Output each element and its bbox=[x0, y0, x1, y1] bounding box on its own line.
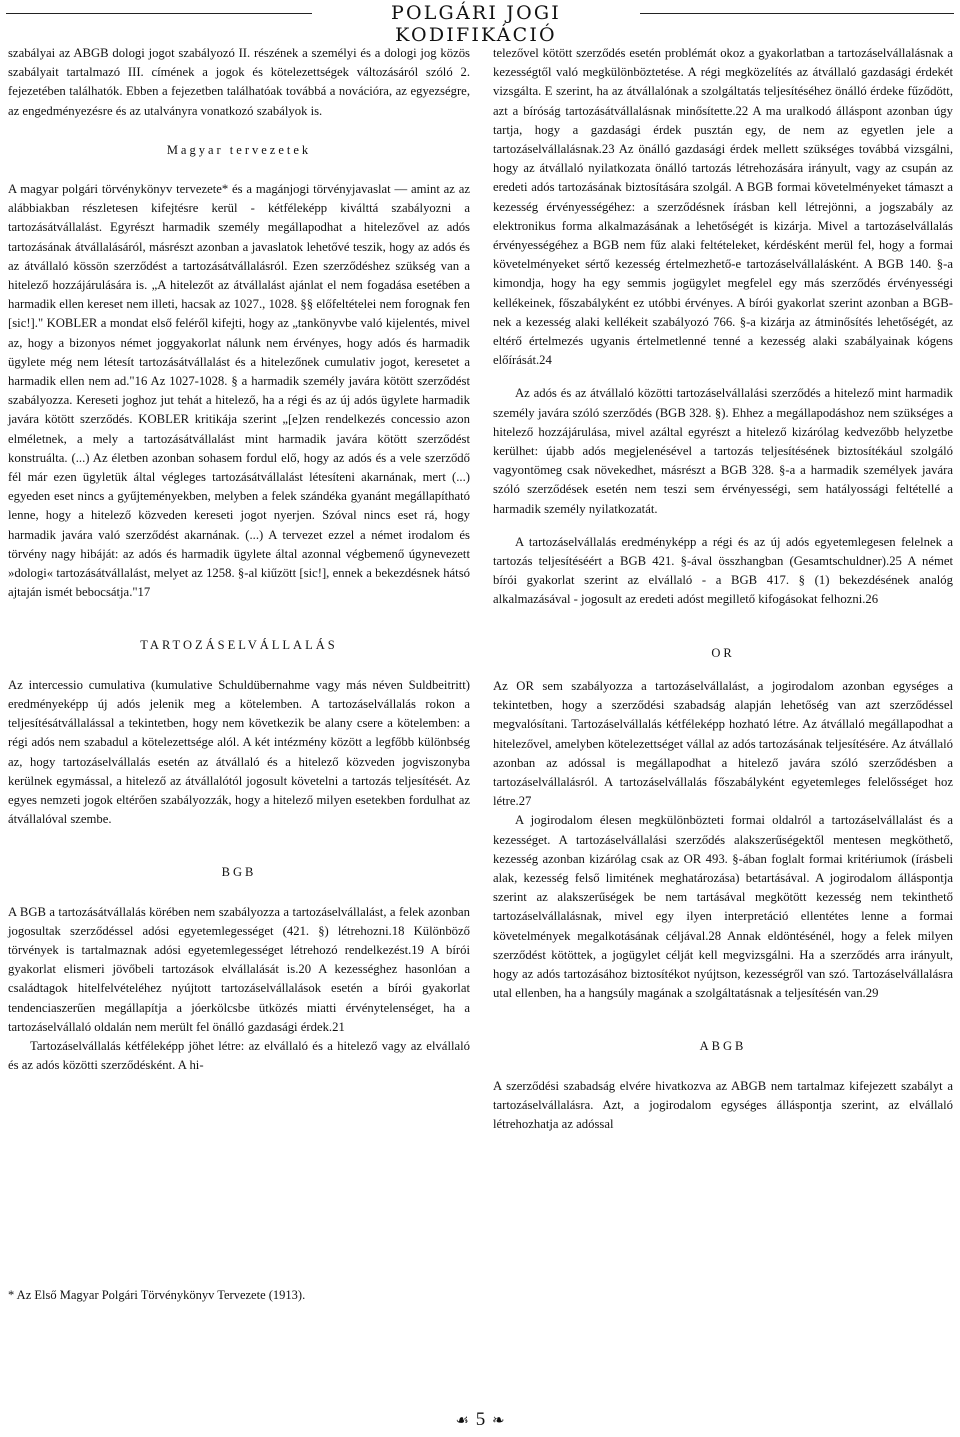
page-number bbox=[0, 1409, 960, 1431]
footnote: * Az Első Magyar Polgári Törvénykönyv Tervezete (1913). bbox=[8, 1288, 306, 1302]
ornament-right-icon: ❧ bbox=[491, 1413, 505, 1429]
section-heading: OR bbox=[711, 645, 735, 660]
paragraph: A tartozáselvállalás eredményképp a régi és az új adós egyetemlegesen felelnek a tartozás teljesítéséért a BGB 421. §-ával összhangban (Gesamtschuldner).25 A német bírói gyakorlat szerint az elvállaló - a BGB 417. § (1) bekezdésének analóg alkalmazásával - jogosult az eredeti adóst megillető kifogásokat felhozni.26 bbox=[493, 534, 953, 607]
section-heading: BGB bbox=[221, 865, 257, 880]
header-rule-right bbox=[640, 13, 954, 14]
paragraph: szabályai az ABGB dologi jogot szabályozó II. részének a személyi és a dologi jog közös szabályait tartalmazó III. címének a jogok és kötelezettségek változásáról szóló 2. fejezetében találhatók. Ebben a fejezetben találhatóak továbbá a novációra, az egyezségre, az engedményezésre és az utalványra vonatkozó szabályok is. bbox=[8, 46, 470, 118]
running-header bbox=[0, 2, 960, 46]
paragraph: Az adós és az átvállaló közötti tartozáselvállalási szerződés a hitelező mint harmadik személy javára szóló szerződés (BGB 328. §). Ehhez a megállapodáshoz nem szükséges a hitelező hozzájárulása, mivel azáltal egyrészt a hitelező kizárólag kedvezőbb helyzetbe kerülhet: újabb adós megjelenésével a tartozás teljesítésének biztosítékául szolgáló vagyontömeg csak növekedhet, másrészt a BGB 328. §-a a harmadik személyek javára szóló szerződések esetén nem teszi sem érvényességi, sem hatályossági feltétellé a harmadik személy nyilatkozatát. bbox=[493, 386, 953, 516]
right-column bbox=[493, 44, 953, 1134]
section-heading: Magyar tervezetek bbox=[166, 142, 312, 157]
paragraph: telezővel kötött szerződés esetén problémát okoz a gyakorlatban a tartozáselvállalásnak a kezességtől való megkülönböztetése. A régi megközelítés az átvállaló gazdasági érdekét vizsgálta. E szerint, ha az átvállalónak a szolgáltatás teljesítéséhez önálló érdeke fűződött, azt a bíróság tartozásátvállalásnak minősítette.22 A ma uralkodó álláspont azonban úgy tartja, hogy a gazdasági érdek pusztán egy, de nem az egyetlen jele a tartozáselvállalásnak.23 Az önálló gazdasági érdek mellett szükséges továbbá vizsgálni, hogy az átvállaló nyilatkozata önálló tartozás létrehozására irányult, vagy az csupán az eredeti adós tartozásának biztosítására szolgál. A BGB formai követelményeket támaszt a kezesség érvényességéhez: a szerződésnek írásban kell létrejönni, a jogszabály az elektronikus forma alkalmazásának a lehetőségét is kizárja. Mivel a tartozáselvállalás érvényességéhez a BGB nem fűz alaki feltételeket, kérdésként merül fel, hogy a formai követelményeket sértő kezesség értelmezhető-e tartozáselvállalásként. A BGB 140. §-a kimondja, hogy ha egy semmis jogügylet megfelel egy más szerződés érvényességi kellékeinek, főszabályként ez utóbbi érvényes. A bírói gyakorlat szerint azonban a BGB-nek a kezesség alaki kellékeit szabályozó 766. §-a kizárja az átminősítés lehetőségét, az eltérő értelmezés ugyanis értelmetlenné tenné a kezesség alaki szabályainak kógens előírását.24 bbox=[493, 46, 953, 368]
page-number-value: 5 bbox=[475, 1409, 486, 1430]
paragraph: A BGB a tartozásátvállalás körében nem szabályozza a tartozáselvállalást, a felek azonban jogosultak szerződéssel adósi egyetemlegességet (421. §) létrehozni.18 Különböző törvények is tartalmaznak adósi egyetemlegességet létrehozó rendelkezést.19 A bírói gyakorlat elismeri jövőbeli tartozások elvállalását is.20 A kezességhez hasonlóan a családtagok hitelfelvételéhez nyújtott tartozáselvállalások esetén a bírói gyakorlat tendenciaszerűen megállapítja a jóerkölcsbe ütközés miatti érvénytelenséget, ha a tartozáselvállaló oldalán nem merült fel önálló gazdasági érdek.21 bbox=[8, 904, 470, 1034]
header-rule-left bbox=[6, 13, 312, 14]
paragraph: Az OR sem szabályozza a tartozáselvállalást, a jogirodalom azonban egységes a tekintetben, hogy a szerződési szabadság alapján lehetőség van azt szerződéssel megvalósítani. Tartozáselvállalás kétféleképp hozható létre. Az átvállaló megállapodhat a hitelezővel, amelyben kötelezettséget vállal az adós tartozásának teljesítésére. Az átvállaló azonban az adóssal is megállapodhat a hitelező javára szóló szerződésben a tartozáselvállalásról. A tartozáselvállalás főszabályként egyetemleges felelősséget hoz létre.27 bbox=[493, 678, 953, 809]
paragraph: A szerződési szabadság elvére hivatkozva az ABGB nem tartalmaz kifejezett szabályt a tartozáselvállalásra. Azt, a jogirodalom egységes álláspontja szerint, az elvállaló létrehozhatja az adóssal bbox=[493, 1078, 953, 1131]
section-heading: TARTOZÁSELVÁLLALÁS bbox=[140, 638, 338, 653]
paragraph: A jogirodalom élesen megkülönbözteti formai oldalról a tartozáselvállalást és a kezességet. A tartozáselvállalási szerződés alakszerűségektől mentesen megköthető, kezesség azonban kizárólag csak az OR 493. §-ában foglalt formai kritériumok (írásbeli alak, kezesség felső limitének meghatározása) betartásával. A jogirodalom álláspontja szerint az alakszerűségek be nem tartásával megkötött kezesség nem tekinthető tartozáselvállalásnak, mivel egy ilyen interpretáció ellentétes lenne a formai követelmények megalkotásának céljával.28 Annak eldöntésénél, hogy a felek milyen szerződést kötöttek, a jogügylet célját kell megvizsgálni. Ha a szerződés arra irányult, hogy az adós tartozásához biztosítékot nyújtson, kezességről van szó. Tartozáselvállalásra utal ellenben, ha a hangsúly magának a szolgáltatásnak a teljesítésén van.29 bbox=[493, 813, 953, 1001]
left-column bbox=[8, 44, 470, 1075]
running-title: POLGÁRI JOGI KODIFIKÁCIÓ bbox=[390, 2, 561, 46]
section-heading: ABGB bbox=[699, 1039, 747, 1054]
paragraph: Tartozáselvállalás kétféleképp jöhet létre: az elvállaló és a hitelező vagy az elvállaló és az adós közötti szerződésként. A hi- bbox=[8, 1038, 470, 1073]
paragraph: A magyar polgári törvénykönyv tervezete* és a magánjogi törvényjavaslat — amint az az alábbiakban részletesen kifejtésre kerül - kétféleképp kiválttá szabályozni a tartozásátvállalást. Egyrészt harmadik személy megállapodhat a hitelezővel az adós tartozásának átvállalásáról, másrészt azonban a javaslatok lehetővé teszik, hogy az adós és az átvállaló kössön szerződést a tartozásátvállalásról. Ezen szerződéshez szükség van a hitelező hozzájárulására is. „A hitelezőt az átvállalást ajánlat el nem fogadása esetében a harmadik ellen kereset nem illeti, hacsak az 1027., 1028. §§ előfeltételei nem forognak fen [sic!]." KOBLER a mondat első feléről kifejti, hogy az „tankönyvbe való kijelentés, mivel az, hogy a bizonyos német joggyakorlat nálunk nem érvényes, hogy adós és harmadik ügylete még nem létesít tartozásátvállalást és a hitelezőnek cumulativ jogot, keresetet a harmadik ellen nem ad."16 Az 1027-1028. § a harmadik személy javára kötött szerződést szabályozza. Kereseti joghoz jut tehát a hitelező, ha a régi és az új adós ügylete harmadik javára kötött szerződés. KOBLER kritikája szerint „[e]zen rendelkezés concessio azon elméletnek, a mely a tartozásátvállalást mint harmadik javára kötött szerződést konstruálta. (...) Az életben azonban sohasem fordul elő, hogy az adós és a vele szerződő fél már ezen ügyletük által végleges tartozásátvállalást létesíteni akarnának, mert (...) egyeden eset nincs a gyűjteményekben, melyben a felek szándéka gyanánt megállapítható lenne, hogy a hitelező közveden kereseti jogot nyerjen. Szóval nincs eset rá, hogy harmadik javára való szerződést akarnának. (...) A tervezet ezzel a német irodalom és törvény nagy hibáját: az adós és harmadik ügylete által azonnal végbemenő úgynevezett »dologi« tartozásátvállalást, melyet az 1258. §-al kiűzött [sic!], ennek a bekezdésnek hátsó ajtaján ismét bebocsátja."17 bbox=[8, 182, 470, 600]
ornament-left-icon: ☙ bbox=[455, 1413, 469, 1429]
paragraph: Az intercessio cumulativa (kumulative Schuldübernahme vagy más néven Suldbeitritt) eredményeképp új adós jelenik meg a kötelemben. A tartozáselvállalás rokon a teljesítésátvállalással a tekintetben, hogy nem következik be alany csere a kötelemben: a régi adós nem szabadul a kötelezettsége alól. A két intézmény között a legfőbb különbség az, hogy tartozáselvállalás esetén az átvállaló és a hitelező közveden jogviszonyba kerülnek egymással, a hitelező az átvállalótól jogosult követelni a tartozás teljesítését. Az egyes nemzeti jogok eltérően szabályozzák, hogy a hitelező milyen esetekben fordulhat az átvállalóval szembe. bbox=[8, 677, 470, 827]
